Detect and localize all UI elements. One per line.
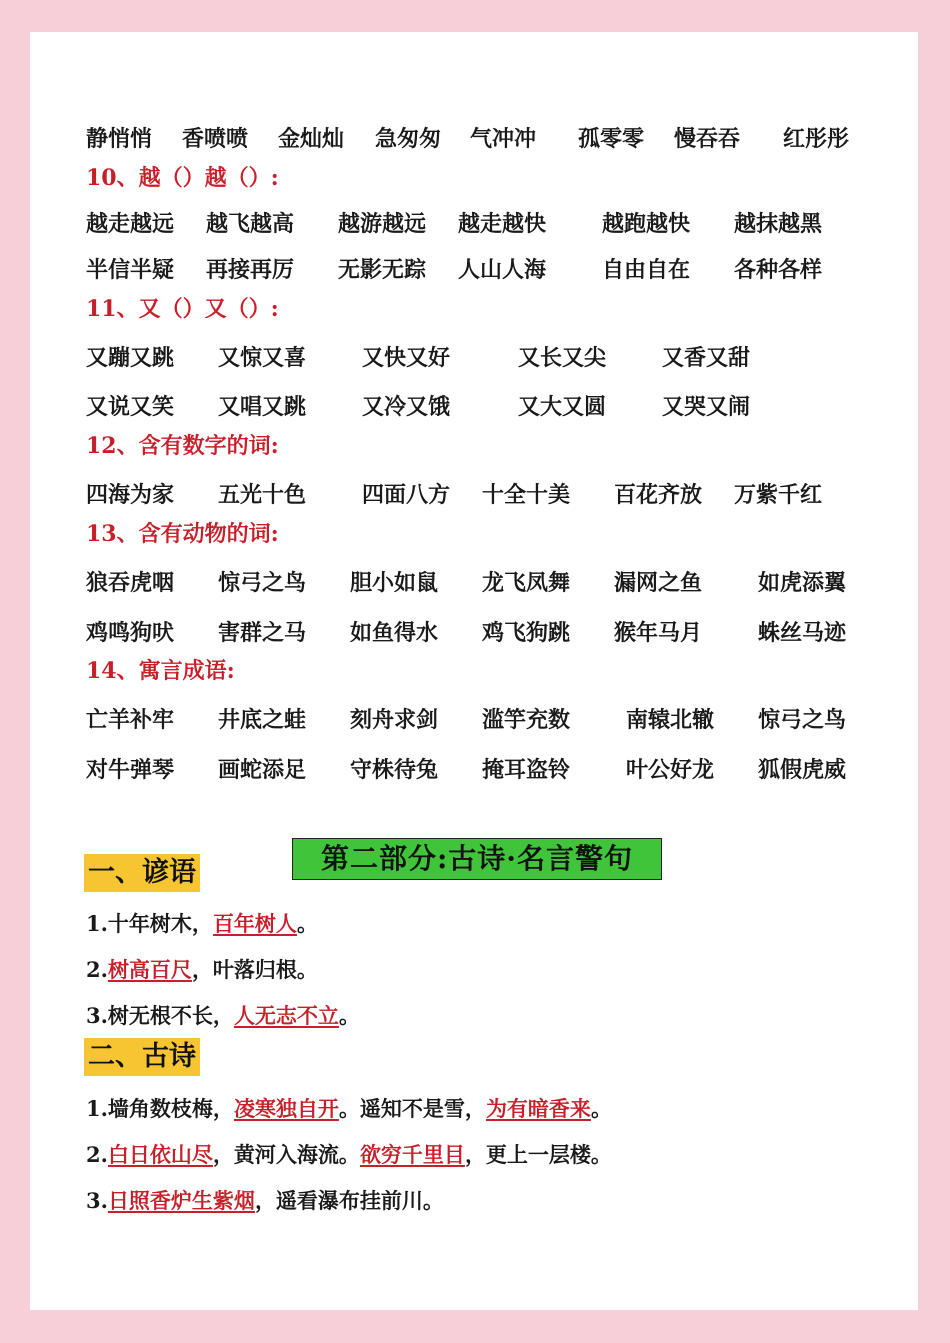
poem-line: 1.墙角数枝梅，凌寒独自开。遥知不是雪，为有暗香来。 (86, 1096, 612, 1121)
word: 又冷又饿 (362, 394, 451, 420)
word: 人山人海 (458, 257, 547, 283)
word: 狐假虎威 (758, 757, 847, 783)
word: 惊弓之鸟 (758, 707, 847, 733)
word: 越游越远 (338, 211, 427, 237)
word: 漏网之鱼 (614, 570, 703, 596)
word: 自由自在 (602, 257, 691, 283)
word: 又快又好 (362, 345, 451, 371)
word: 越抹越黑 (734, 211, 823, 237)
word: 越走越快 (458, 211, 547, 237)
poems-header: 二、古诗 (84, 1038, 200, 1076)
proverb-line: 2.树高百尺，叶落归根。 (86, 957, 318, 982)
word: 如鱼得水 (350, 620, 439, 646)
word: 越跑越快 (602, 211, 691, 237)
word: 慢吞吞 (674, 126, 741, 152)
word: 胆小如鼠 (350, 570, 439, 596)
proverb-line: 3.树无根不长，人无志不立。 (86, 1003, 360, 1028)
section-11-title: 11、又（）又（）: (86, 296, 279, 322)
word: 五光十色 (218, 482, 307, 508)
word: 再接再厉 (206, 257, 295, 283)
word: 害群之马 (218, 620, 307, 646)
word: 如虎添翼 (758, 570, 847, 596)
word: 又蹦又跳 (86, 345, 175, 371)
word: 急匆匆 (375, 126, 442, 152)
section-12-title: 12、含有数字的词: (86, 433, 279, 459)
word: 刻舟求剑 (350, 707, 439, 733)
word: 井底之蛙 (218, 707, 307, 733)
word: 四面八方 (362, 482, 451, 508)
proverbs-header: 一、谚语 (84, 854, 200, 892)
section-10-title: 10、越（）越（）: (86, 165, 279, 191)
word: 各种各样 (734, 257, 823, 283)
poem-line: 2.白日依山尽，黄河入海流。欲穷千里目，更上一层楼。 (86, 1142, 612, 1167)
word: 狼吞虎咽 (86, 570, 175, 596)
word: 金灿灿 (278, 126, 345, 152)
word: 惊弓之鸟 (218, 570, 307, 596)
poem-line: 3.日照香炉生紫烟，遥看瀑布挂前川。 (86, 1188, 444, 1213)
word: 画蛇添足 (218, 757, 307, 783)
word: 鸡鸣狗吠 (86, 620, 175, 646)
word: 静悄悄 (86, 126, 153, 152)
word: 香喷喷 (182, 126, 249, 152)
word: 无影无踪 (338, 257, 427, 283)
word: 掩耳盗铃 (482, 757, 571, 783)
word: 越飞越高 (206, 211, 295, 237)
word: 蛛丝马迹 (758, 620, 847, 646)
word: 又说又笑 (86, 394, 175, 420)
word: 亡羊补牢 (86, 707, 175, 733)
word: 龙飞凤舞 (482, 570, 571, 596)
word: 又唱又跳 (218, 394, 307, 420)
word: 叶公好龙 (626, 757, 715, 783)
word: 十全十美 (482, 482, 571, 508)
word: 红彤彤 (783, 126, 850, 152)
proverb-line: 1.十年树木，百年树人。 (86, 911, 318, 936)
word: 鸡飞狗跳 (482, 620, 571, 646)
word: 滥竽充数 (482, 707, 571, 733)
worksheet-page (30, 32, 918, 1310)
word: 百花齐放 (614, 482, 703, 508)
word: 又哭又闹 (662, 394, 751, 420)
word: 四海为家 (86, 482, 175, 508)
word: 守株待兔 (350, 757, 439, 783)
word: 又香又甜 (662, 345, 751, 371)
word: 对牛弹琴 (86, 757, 175, 783)
section-13-title: 13、含有动物的词: (86, 521, 279, 547)
word: 又大又圆 (518, 394, 607, 420)
word: 越走越远 (86, 211, 175, 237)
word: 又长又尖 (518, 345, 607, 371)
word: 半信半疑 (86, 257, 175, 283)
word: 又惊又喜 (218, 345, 307, 371)
word: 万紫千红 (734, 482, 823, 508)
word: 南辕北辙 (626, 707, 715, 733)
word: 气冲冲 (470, 126, 537, 152)
section-14-title: 14、寓言成语: (86, 658, 235, 684)
part-two-banner: 第二部分:古诗·名言警句 (292, 838, 662, 880)
word: 孤零零 (578, 126, 645, 152)
word: 猴年马月 (614, 620, 703, 646)
